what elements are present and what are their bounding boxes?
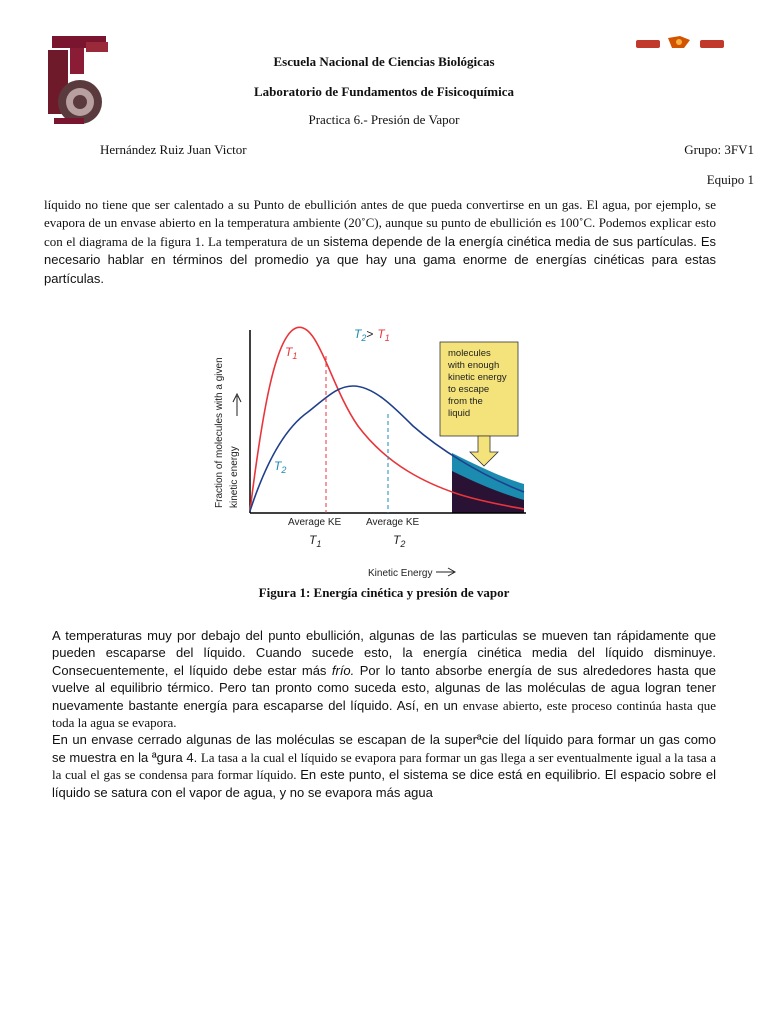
lab-title: Laboratorio de Fundamentos de Fisicoquímica — [253, 84, 514, 99]
intro-text-2: sistema depende de la energía cinética media de sus partículas. Es necesario hablar en términos del promedio ya que hay una gama enorme de energías cinéticas para estas partículas. — [44, 233, 716, 286]
svg-text:molecules: molecules — [448, 348, 491, 359]
figure-caption: Figura 1: Energía cinética y presión de vapor — [258, 585, 510, 600]
svg-text:with enough: with enough — [448, 360, 500, 371]
temperature-comparison: $T_2> T_1$ — [354, 327, 390, 343]
body-p2-b: La tasa a la cual el líquido se evapora para formar un gas llega a ser eventualmente igual a la tasa a la cual el gas se condensa para formar líquido. — [52, 749, 716, 783]
body-p2-a: En un envase cerrado algunas de las moléculas se escapan de la superªcie del líquido para formar un gas como se muestra en la ªgura 4. — [52, 732, 716, 765]
body-p1-a: A temperaturas muy por debajo del punto ebullición, algunas de las particulas se mueven tan rápidamente que pueden escaparse del líquido. Cuando sucede esto, la energía cinética media del líquido disminuye. Consecuentemente, el líquido debe estar más — [52, 628, 716, 678]
y-axis-label-2: kinetic energy — [229, 446, 240, 508]
body-paragraph-1 — [52, 627, 716, 731]
body-paragraph-2 — [52, 731, 716, 801]
body-p1-frio: frío. — [331, 662, 355, 678]
team-label: Equipo 1 — [706, 172, 754, 187]
svg-text:liquid: liquid — [448, 408, 471, 419]
curve-t2-label: $T_2$ — [274, 459, 287, 475]
school-title: Escuela Nacional de Ciencias Biológicas — [273, 54, 495, 69]
svg-text:from the: from the — [448, 396, 483, 407]
body-p1-b: Por lo tanto absorbe energía de sus alrededores hasta que vuelve al equilibrio térmico. Pero tan pronto como suceda esto, algunas de las moléculas de agua logran tener nuevamente bastante energía para escaparse del líquido. Así, en un — [52, 662, 716, 713]
encb-logo — [632, 34, 728, 52]
y-arrow-icon — [233, 394, 241, 416]
x-axis-label: Kinetic Energy — [368, 568, 433, 579]
avg-t2-symbol: $T_2$ — [393, 533, 406, 549]
body-text — [52, 627, 716, 801]
box-arrow-icon — [470, 436, 498, 466]
body-p2-c: En este punto, el sistema se dice está en equilibrio. El espacio sobre el líquido se satura con el vapor de agua, y no se evapora más agua — [52, 767, 716, 800]
svg-text:kinetic energy: kinetic energy — [448, 372, 507, 383]
avg-t1-symbol: $T_1$ — [309, 533, 322, 549]
body-p1-c: envase abierto, este proceso continúa hasta que toda la agua se evapora. — [52, 697, 716, 731]
x-arrow-icon — [436, 568, 455, 576]
avg-t1-label: Average KE — [288, 517, 342, 528]
y-axis-label-1: Fraction of molecules with a given — [214, 357, 225, 508]
practice-title: Practica 6.- Presión de Vapor — [308, 112, 460, 127]
avg-t2-label: Average KE — [366, 517, 420, 528]
svg-text:to escape: to escape — [448, 384, 490, 395]
kinetic-energy-figure — [208, 316, 538, 582]
intro-paragraph — [44, 196, 716, 288]
author-name: Hernández Ruiz Juan Victor — [100, 142, 247, 157]
intro-text-1: líquido no tiene que ser calentado a su Punto de ebullición antes de que pueda convertirse en un gas. El agua, por ejemplo, se evapora de un envase abierto en la temperatura ambiente (20˚C), aunque su punto de ebullición es 100˚C. Podemos explicar esto con el diagrama de la figura 1. La temperatura de un — [44, 197, 716, 249]
curve-t1-label: $T_1$ — [285, 345, 298, 361]
group-label: Grupo: 3FV1 — [684, 142, 754, 157]
